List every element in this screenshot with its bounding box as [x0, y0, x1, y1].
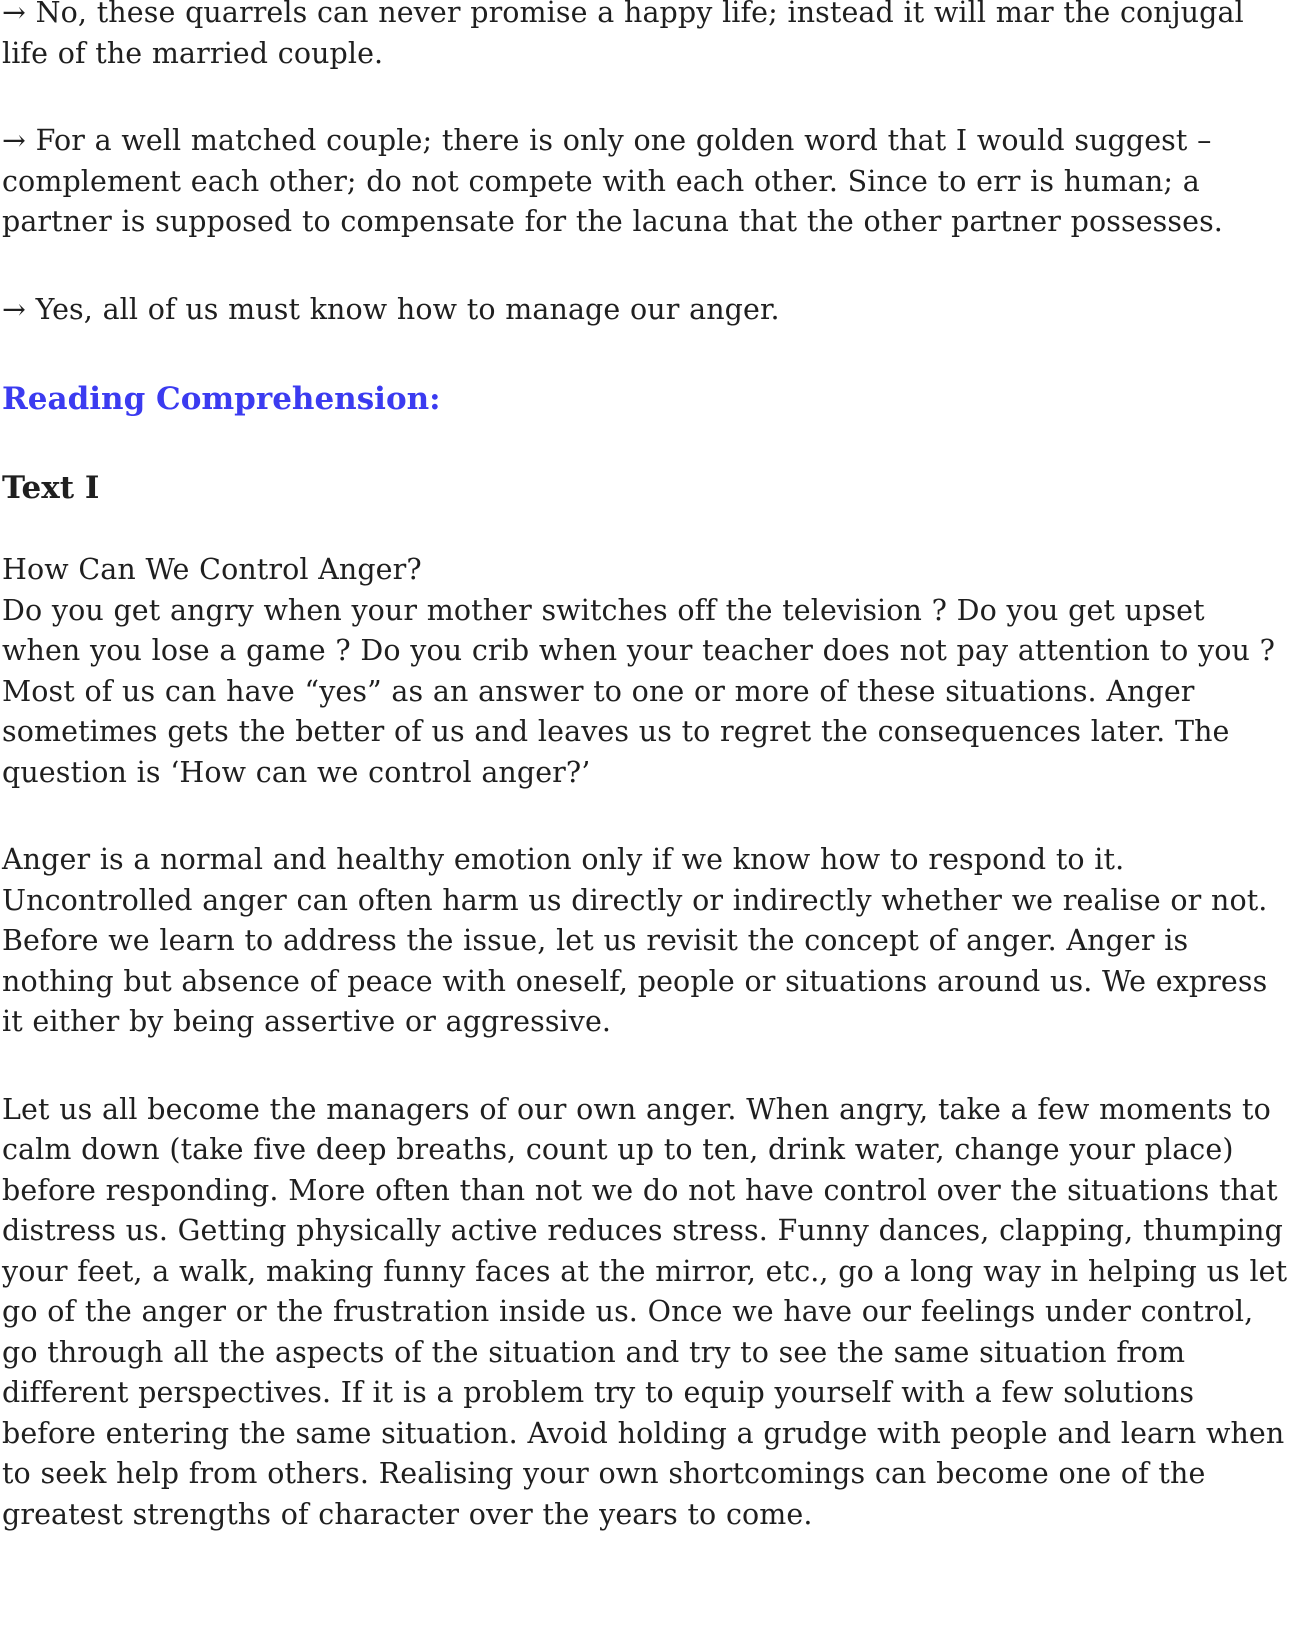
passage-title: How Can We Control Anger?	[2, 553, 422, 586]
answer-3: → Yes, all of us must know how to manage our anger.	[2, 292, 780, 326]
answer-1: → No, these quarrels can never promise a happy life; instead it will mar the conjugal life of the married couple.	[2, 0, 1244, 70]
text-label: Text I	[2, 470, 100, 506]
section-heading: Reading Comprehension:	[2, 381, 441, 417]
passage-paragraph-3: Let us all become the managers of our own anger. When angry, take a few moments to calm down (take five deep breaths, count up to ten, drink water, change your place) before responding. More often than not we do not have control over the situations that distress us. Getting physically active reduces stress. Funny dances, clapping, thumping your feet, a walk, making funny faces at the mirror, etc., go a long way in helping us let go of the anger or the frustration inside us. Once we have our feelings under control, go through all the aspects of the situation and try to see the same situation from different perspectives. If it is a problem try to equip yourself with a few solutions before entering the same situation. Avoid holding a grudge with people and learn when to seek help from others. Realising your own shortcomings can become one of the greatest strengths of character over the years to come.	[2, 1092, 1288, 1531]
passage-paragraph-1: Do you get angry when your mother switches off the television ? Do you get upset when you lose a game ? Do you crib when your teacher does not pay attention to you ? Most of us can have “yes” as an answer to one or more of these situations. Anger sometimes gets the better of us and leaves us to regret the consequences later. The question is ‘How can we control anger?’	[2, 593, 1276, 789]
passage-paragraph-2: Anger is a normal and healthy emotion only if we know how to respond to it. Uncontrolled anger can often harm us directly or indirectly whether we realise or not. Before we learn to address the issue, let us revisit the concept of anger. Anger is nothing but absence of peace with oneself, people or situations around us. We express it either by being assertive or aggressive.	[2, 843, 1268, 1038]
answer-2: → For a well matched couple; there is only one golden word that I would suggest – complement each other; do not compete with each other. Since to err is human; a partner is supposed to compensate for the lacuna that the other partner possesses.	[2, 124, 1223, 238]
